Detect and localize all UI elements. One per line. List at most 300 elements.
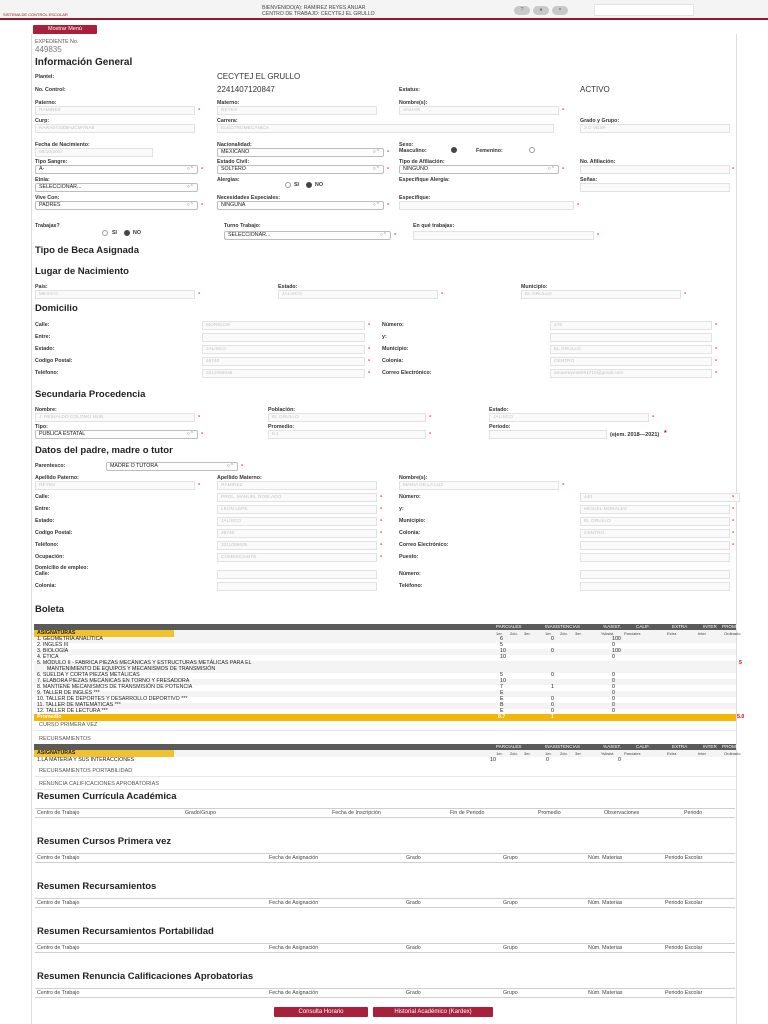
expediente-value: 449835 [35,45,62,54]
sec-periodo-hint: (ejem. 2018—2021) [610,432,660,438]
empleo-label: Domicilio de empleo: [35,565,89,571]
required-mark: - [715,357,718,364]
required-mark: - [198,413,201,420]
boleta-sub-header: Ordinario [724,631,741,636]
fecha-nacimiento-label: Fecha de Nacimiento: [35,142,90,148]
boleta-group-header: PARCIALES [496,624,522,629]
subject-asist: 0 [612,708,615,714]
general-title: Información General [35,57,133,68]
resumen-title: Resumen Recursamientos Portabilidad [37,926,214,937]
dom-correo-label: Correo Electrónico: [382,370,432,376]
etnia-select[interactable] [35,183,198,192]
boleta-sub-header: 3er. [575,751,582,756]
empleo-numero-label: Número: [399,571,421,577]
subject-p1: 6 [500,636,503,642]
tutor-estado-field[interactable]: JALISCO [217,517,377,526]
required-mark: - [715,321,718,328]
subject-i1: 0 [546,757,549,763]
tutor-correo-field[interactable] [580,541,730,550]
pais-field[interactable]: MEXICO [35,290,195,299]
renuncia-tab[interactable]: RENUNCIA CALIFICACIONES APROBATORIAS [34,779,736,790]
sec-periodo-label: Periodo: [489,424,511,430]
dom-telefono-label: Teléfono: [35,370,59,376]
sec-promedio-label: Promedio: [268,424,295,430]
resumen-column-header: Periodo [684,810,703,816]
necesidades-select[interactable] [217,201,384,210]
dom-colonia-field[interactable]: CENTRO [550,357,712,366]
estatus-value: ACTIVO [580,85,610,94]
consulta-horario-button[interactable]: Consulta Horario [274,1007,368,1017]
promedio-p1: 8.7 [498,714,506,720]
nacimiento-municipio-field[interactable]: EL GRULLO [521,290,681,299]
etnia-value: SELECCIONAR... [39,184,82,190]
tutor-puesto-field[interactable] [580,553,730,562]
tutor-y-label: y: [399,506,404,512]
promedio-label: Promedio [37,714,62,720]
historial-kardex-button[interactable]: Historial Académico (Kardex) [373,1007,493,1017]
sec-periodo-field[interactable] [489,430,607,439]
paterno-field[interactable]: RAMIREZ [35,106,195,115]
dom-colonia-label: Colonia: [382,358,404,364]
sec-poblacion-field[interactable]: EL GRULLO [268,413,426,422]
boleta-sub-header: Extra [667,751,677,756]
vive-con-label: Vive Con: [35,195,60,201]
radio-selected-icon [451,147,457,153]
promedio-final: 5.0 [737,714,745,720]
required-mark: - [732,541,735,548]
alergias-no-radio[interactable] [306,182,312,189]
subject-asist: 0 [612,690,615,696]
boleta-sub-header: 2do. [560,751,568,756]
divider [35,952,735,953]
sec-tipo-select[interactable] [35,430,198,439]
expediente-label: EXPEDIENTE No. [35,39,79,45]
required-mark: - [441,290,444,297]
secundaria-title: Secundaria Procedencia [35,389,146,400]
vive-con-select[interactable] [35,201,198,210]
required-mark: - [732,165,735,172]
resumen-title: Resumen Currícula Académica [37,791,177,802]
subject-p1: 5 [500,642,503,648]
empleo-colonia-field[interactable] [217,582,377,591]
boleta-group-header: INTER [703,744,717,749]
top-icons [514,6,568,15]
civil-select[interactable] [217,165,384,174]
subject-promedio: 5 [739,660,742,666]
resumen-column-header: Centro de Trabajo [37,945,80,951]
dom-calle-label: Calle: [35,322,50,328]
sec-promedio-field[interactable]: 8.1 [268,430,426,439]
sec-nombre-field[interactable]: J. REINALDO COLOMO MUÑ [35,413,195,422]
sec-nombre-label: Nombre: [35,407,57,413]
radio-selected-icon [306,182,312,188]
curso-primera-vez-tab[interactable]: CURSO PRIMERA VEZ [34,720,736,731]
trabajas-si-radio[interactable] [102,230,108,237]
subject-name: 6. SUELDA Y CORTA PIEZAS METÁLICAS [37,672,140,678]
nacionalidad-value: MEXICANO [221,149,250,155]
afiliacion-select[interactable] [399,165,559,174]
divider [35,853,735,854]
dom-telefono-field[interactable]: 3211068635 [202,369,365,378]
dom-y-field[interactable] [550,333,712,342]
resumen-column-header: Grado [406,990,421,996]
boleta-group-header: %ASIST. [603,624,622,629]
boleta-sub-header: Parciales [624,631,641,636]
empleo-numero-field[interactable] [580,570,730,579]
resumen-column-header: Periodo Escolar [665,945,703,951]
required-mark: - [732,517,735,524]
tutor-colonia-field[interactable]: CENTRO [580,529,730,538]
alergias-label: Alergias: [217,177,240,183]
subject-asist: 0 [612,702,615,708]
required-mark: - [597,231,600,238]
resumen-column-header: Periodo Escolar [665,990,703,996]
boleta-group-header: CALIF. [636,744,650,749]
resumen-column-header: Periodo Escolar [665,900,703,906]
tutor-entre-label: Entre: [35,506,51,512]
tutor-ocupacion-field[interactable]: COMERCIANTE [217,553,377,562]
required-mark: - [732,493,735,500]
resumen-title: Resumen Cursos Primera vez [37,836,172,847]
radio-empty-icon [102,230,108,236]
resumen-title: Resumen Recursamientos [37,881,157,892]
dom-municipio-label: Municipio: [382,346,409,352]
tutor-municipio-field[interactable]: EL GRULLO [580,517,730,526]
tutor-calle-field[interactable]: PROL. MANUEL DOBLADO [217,493,377,502]
show-menu-button[interactable]: Mostrar Menú [33,25,97,34]
tutor-y-field[interactable]: MIGUEL MORALES [580,505,730,514]
boleta-sub-header: 2do. [510,751,518,756]
required-mark: - [394,231,397,238]
materno-field[interactable]: REYES [217,106,377,115]
subject-asist: 0 [612,678,615,684]
resumen-column-header: Grupo [503,990,518,996]
required-mark: - [368,357,371,364]
boleta-group-header: PROMEDIO [722,624,748,629]
tutor-ocupacion-label: Ocupación: [35,554,65,560]
dom-entre-label: Entre: [35,334,51,340]
required-mark: - [715,369,718,376]
divider [35,862,735,863]
materno-label: Materno: [217,100,240,106]
subject-name: 9. TALLER DE INGLÉS *** [37,690,100,696]
subject-p1: 7 [500,684,503,690]
sexo-label: Sexo: [399,142,414,148]
alergias-si-radio[interactable] [285,182,291,189]
dom-calle-field[interactable]: MORELOS [202,321,365,330]
resumen-column-header: Centro de Trabajo [37,855,80,861]
required-mark: - [368,321,371,328]
grado-field[interactable]: 3 D VESP [580,124,730,133]
recursamientos-tab[interactable]: RECURSAMIENTOS [34,734,736,745]
subject-asist: 0 [612,696,615,702]
subject-i1: 0 [551,648,554,654]
nombres-field[interactable]: ANUAR [399,106,559,115]
tutor-nombres-field[interactable]: MARIA DE LA LUZ [399,481,559,490]
especifique-alergia-label: Especifique Alergia: [399,177,450,183]
required-mark: - [562,106,565,113]
nacimiento-estado-label: Estado: [278,284,298,290]
resumen-title: Resumen Renuncia Calificaciones Aprobatorias [37,971,254,982]
subject-name: 1. GEOMETRÍA ANALÍTICA [37,636,103,642]
subject-i1: 0 [551,708,554,714]
dom-municipio-field[interactable]: EL GRULLO [550,345,712,354]
tutor-estado-label: Estado: [35,518,55,524]
no-control-label: No. Control: [35,87,66,93]
dom-entre-field[interactable] [202,333,365,342]
tutor-paterno-label: Apellido Paterno: [35,475,79,481]
resumen-column-header: Centro de Trabajo [37,990,80,996]
select-arrow-icon: ○⌃ [186,202,194,208]
trabajas-si-label: SI [112,230,118,236]
resumen-column-header: Observaciones [604,810,640,816]
select-arrow-icon: ○⌃ [186,184,194,190]
tutor-municipio-label: Municipio: [399,518,426,524]
welcome-text [262,5,375,17]
required-mark: * [664,430,667,437]
subject-name: 10. TALLER DE DEPORTES Y DESARROLLO DEPORTIVO *** [37,696,188,702]
dom-y-label: y: [382,334,387,340]
afiliacion-value: NINGUNO [403,166,429,172]
resumen-column-header: Fecha de Asignación [269,855,319,861]
boleta-group-header: INASISTENCIAS [545,744,580,749]
tutor-numero-field[interactable]: 440 [580,493,740,502]
resumen-column-header: Grupo [503,945,518,951]
divider [35,988,735,989]
radio-empty-icon [529,147,535,153]
required-mark: - [715,345,718,352]
trabajas-label: Trabajas? [35,223,60,229]
resumen-column-header: Fecha de Asignación [269,945,319,951]
resumen-column-header: Grado/Grupo [185,810,216,816]
resumen-column-header: Núm. Materias [588,990,623,996]
empleo-calle-field[interactable] [217,570,377,579]
trabajas-no-radio[interactable] [124,230,130,237]
required-mark: - [201,165,204,172]
domicilio-title: Domicilio [35,303,78,314]
dom-numero-label: Número: [382,322,404,328]
boleta-sub-header: Inter [698,751,707,756]
subject-name: 11. TALLER DE MATEMÁTICAS *** [37,702,121,708]
en-que-trabajas-field[interactable] [413,231,594,240]
asignaturas2-label: ASIGNATURAS [37,750,76,756]
plantel-label: Plantel: [35,74,55,80]
parentesco-label: Parentesco: [35,463,66,469]
empleo-telefono-field[interactable] [580,582,730,591]
senas-field[interactable] [580,183,730,192]
senas-label: Señas: [580,177,598,183]
dom-numero-field[interactable]: 278 [550,321,712,330]
curp-field[interactable]: RARA071008HJCMYNA8 [35,124,195,133]
subject-p1: E [500,690,504,696]
femenino-radio[interactable] [529,147,535,154]
sec-estado-field[interactable]: JALISCO [489,413,649,422]
subject-asist: 0 [612,672,615,678]
no-afiliacion-field[interactable] [580,165,730,174]
no-control-value: 2241407120847 [217,85,275,94]
promedio-i1: 1 [551,714,554,720]
no-afiliacion-label: No. Afiliación: [580,159,616,165]
required-mark: - [387,148,390,155]
subject-i1: 0 [551,702,554,708]
resumen-column-header: Fecha de Inscripción [332,810,381,816]
boleta-sub-header: 3er. [575,631,582,636]
subject-name: 1.LA MATERIA Y SUS INTERACCIONES [37,757,135,763]
resumen-column-header: Grado [406,855,421,861]
dom-estado-label: Estado: [35,346,55,352]
afiliacion-label: Tipo de Afiliación: [399,159,445,165]
subject-name: 8. MANTIENE MECANISMOS DE TRANSMISIÓN DE POTENCIA [37,684,193,690]
beca-title: Tipo de Beca Asignada [35,245,139,256]
resumen-column-header: Fecha de Asignación [269,900,319,906]
required-mark: - [198,106,201,113]
subject-i1: 0 [551,636,554,642]
etnia-label: Etnia: [35,177,50,183]
select-arrow-icon: ○⌃ [372,149,380,155]
tutor-correo-label: Correo Electrónico: [399,542,449,548]
top-bar [0,0,768,20]
required-mark: - [684,290,687,297]
parentesco-value: MADRE O TUTORA [110,463,158,469]
select-arrow-icon: ○⌃ [186,166,194,172]
subject-p1: 10 [500,648,506,654]
boleta-sub-header: Parciales [624,751,641,756]
subject-name: 2. INGLÉS III [37,642,69,648]
asignaturas-label: ASIGNATURAS [37,630,76,636]
necesidades-label: Necesidades Especiales: [217,195,281,201]
divider [35,943,735,944]
subject-i1: 0 [551,696,554,702]
resumen-column-header: Promedio [538,810,561,816]
required-mark: - [380,517,383,524]
empleo-colonia-label: Colonia: [35,583,57,589]
top-search-box[interactable] [594,4,694,16]
tutor-telefono-field[interactable]: 3211068635 [217,541,377,550]
subject-p1: 10 [490,757,496,763]
subject-asist: 0 [618,757,621,763]
nacimiento-estado-field[interactable]: JALISCO [278,290,438,299]
divider [35,808,735,809]
boleta-sub-header: 2do. [560,631,568,636]
recursamientos-portabilidad-tab[interactable]: RECURSAMIENTOS PORTABILIDAD [34,766,736,777]
tutor-paterno-field[interactable]: REYES [35,481,195,490]
boleta-group-header: CALIF. [636,624,650,629]
dom-cp-field[interactable]: 48740 [202,357,365,366]
required-mark: - [198,290,201,297]
fecha-nacimiento-field[interactable]: 08/10/2007 [35,148,153,157]
tutor-cp-label: Codigo Postal: [35,530,73,536]
femenino-label: Femenino: [476,148,503,154]
parentesco-select[interactable] [106,462,238,471]
resumen-column-header: Núm. Materias [588,900,623,906]
nacimiento-municipio-label: Municipio: [521,284,548,290]
divider [35,907,735,908]
welcome-user: BIENVENIDO(A): RAMIREZ REYES ANUAR [262,5,366,11]
especifique-field[interactable] [399,201,574,210]
paterno-label: Paterno: [35,100,57,106]
tutor-materno-field[interactable]: RAMIREZ [217,481,377,490]
required-mark: - [732,529,735,536]
required-mark: - [380,505,383,512]
subject-p1: 10 [500,654,506,660]
user-icon[interactable]: ● [533,6,549,15]
subject-asist: 0 [612,684,615,690]
required-mark: - [241,462,244,469]
required-mark: - [380,541,383,548]
boleta-title: Boleta [35,604,65,615]
masculino-label: Masculino: [399,148,427,154]
nacionalidad-select[interactable] [217,148,384,157]
required-mark: - [198,481,201,488]
civil-label: Estado Civil: [217,159,250,165]
boleta-sub-header: Inter [698,631,707,636]
boleta-group-header: INTER [703,624,717,629]
sangre-select[interactable] [35,165,198,174]
sec-tipo-value: PÚBLICA ESTATAL [39,431,86,437]
close-icon[interactable]: × [552,6,568,15]
tutor-calle-label: Calle: [35,494,50,500]
tutor-materno-label: Apellido Materno: [217,475,262,481]
required-mark: - [562,481,565,488]
dom-correo-field[interactable]: anuarreyes8081710@gmail.com [550,369,712,378]
resumen-column-header: Grado [406,900,421,906]
grado-label: Grado y Grupo: [580,118,620,124]
boleta-sub-header: Ordinario [724,751,741,756]
tutor-entre-field[interactable]: LEON LEPE [217,505,377,514]
plantel-value: CECYTEJ EL GRULLO [217,72,301,81]
subject-name-continued: MANTENIMIENTO DE EQUIPOS Y MECANISMOS DE TRANSMISIÓN [47,665,216,672]
resumen-column-header: Periodo Escolar [665,855,703,861]
boleta-group-header: EXTRA [672,744,688,749]
required-mark: - [368,369,371,376]
system-name: SISTEMA DE CONTROL ESCOLAR [3,12,68,17]
question-icon[interactable]: ? [514,6,530,15]
nombres-label: Nombre(s): [399,100,428,106]
select-arrow-icon: ○⌃ [186,431,194,437]
resumen-column-header: Núm. Materias [588,945,623,951]
boleta-group-header: PROMEDIO [722,744,748,749]
carrera-field[interactable]: ELECTROMECÁNICA [217,124,554,133]
subject-name: 12. TALLER DE LECTURA *** [37,708,108,714]
boleta-sub-header: %Asist. [601,751,615,756]
required-mark: - [387,165,390,172]
tutor-nombres-label: Nombre(s): [399,475,428,481]
resumen-column-header: Grupo [503,855,518,861]
tutor-puesto-label: Puesto: [399,554,419,560]
subject-p1: E [500,696,504,702]
boleta-group-header: %ASIST. [603,744,622,749]
required-mark: - [387,201,390,208]
required-mark: - [429,430,432,437]
masculino-radio[interactable] [451,147,457,154]
turno-select[interactable] [224,231,391,240]
especifique-label: Especifique: [399,195,431,201]
resumen-column-header: Fecha de Asignación [269,990,319,996]
nacionalidad-label: Nacionalidad: [217,142,252,148]
table-row [34,757,736,763]
empleo-calle-label: Calle: [35,571,50,577]
subject-name: 5. MÓDULO II - FABRICA PIEZAS MECÁNICAS Y ESTRUCTURAS METÁLICAS PARA EL [37,660,252,666]
dom-estado-field[interactable]: JALISCO [202,345,365,354]
trabajas-no-label: NO [133,230,141,236]
subject-p1: 5 [500,672,503,678]
nacimiento-title: Lugar de Nacimiento [35,266,129,277]
empleo-telefono-label: Teléfono: [399,583,423,589]
required-mark: - [429,413,432,420]
tutor-cp-field[interactable]: 48740 [217,529,377,538]
en-que-trabajas-label: En qué trabajas: [413,223,455,229]
boleta-sub-header: 1er. [545,751,552,756]
